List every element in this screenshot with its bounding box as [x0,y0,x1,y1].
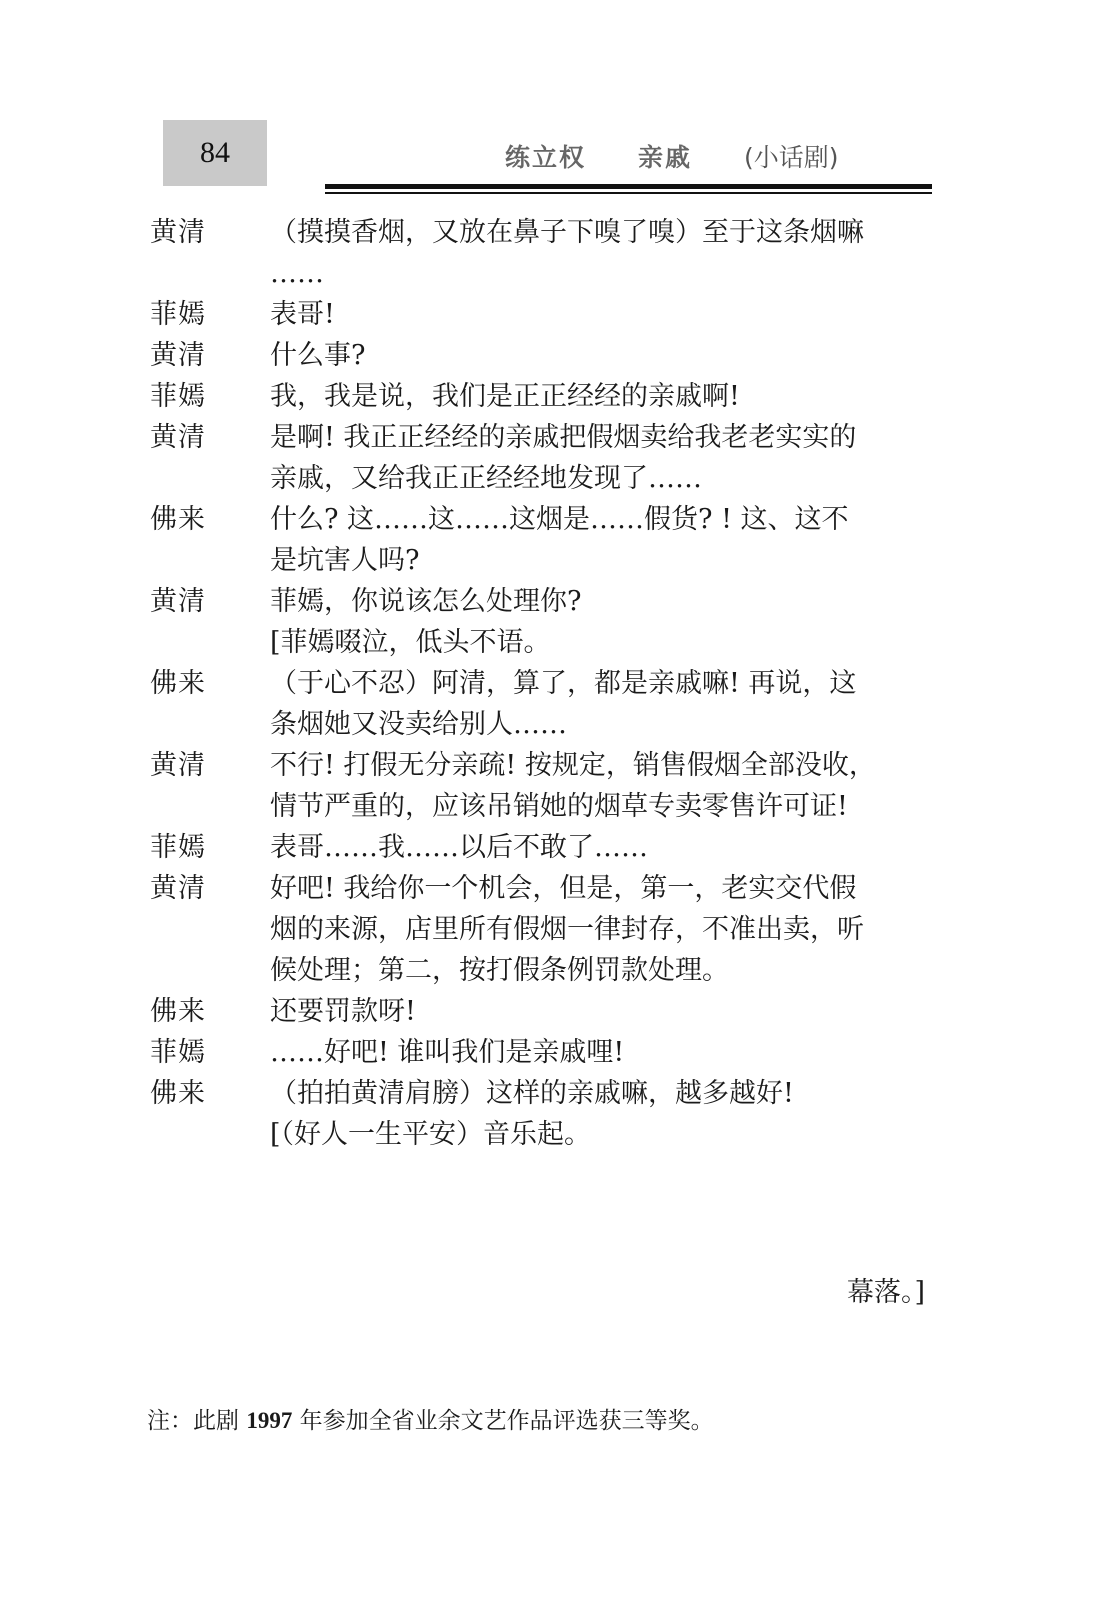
speech [270,499,940,581]
speaker: 黄清 [150,750,206,781]
speaker: 黄清 [150,340,206,371]
running-header [505,138,839,174]
dialogue-line [150,335,940,376]
speech-row: （于心不忍）阿清，算了，都是亲戚嘛! 再说，这 [270,668,857,699]
stage-direction: [（好人一生平安）音乐起。 [270,1119,592,1150]
speech [270,1073,940,1114]
footnote-year: 1997 [246,1408,293,1433]
dialogue-line [150,417,940,499]
speech-row: 我，我是说，我们是正正经经的亲戚啊! [270,381,740,412]
speaker: 黄清 [150,586,206,617]
header-author: 练立权 [505,143,587,172]
speech [270,376,940,417]
speech-row: 亲戚，又给我正正经经地发现了…… [270,463,702,494]
curtain-line: 幕落。] [846,1277,925,1308]
dialogue-line [150,376,940,417]
speech-row: 什么? 这……这……这烟是……假货? ! 这、这不 [270,504,849,535]
speaker: 黄清 [150,873,206,904]
speech [270,663,940,745]
footnote-prefix: 注：此剧 [147,1408,247,1434]
dialogue-line [150,499,940,581]
speech-row: 菲嫣，你说该怎么处理你? [270,586,582,617]
speaker: 佛来 [150,668,206,699]
speaker: 菲嫣 [150,1037,206,1068]
speech [270,212,940,294]
page-number: 84 [163,120,267,186]
speech-row: …… [270,258,324,289]
speaker: 黄清 [150,217,206,248]
speech-row: 是坑害人吗? [270,545,420,576]
dialogue-line [150,212,940,294]
speech [270,991,940,1032]
speech [270,417,940,499]
header-rule-thin [325,192,932,194]
speech [270,1032,940,1073]
speech-row: 条烟她又没卖给别人…… [270,709,567,740]
dialogue-line [150,1032,940,1073]
speech-row: ……好吧! 谁叫我们是亲戚哩! [270,1037,625,1068]
speech-row: 表哥……我……以后不敢了…… [270,832,648,863]
dialogue-line [150,581,940,622]
speech [270,827,940,868]
dialogue-line [150,663,940,745]
footnote [147,1402,714,1435]
speech [270,745,940,827]
speaker: 黄清 [150,422,206,453]
speech [270,335,940,376]
speech-row: 好吧! 我给你一个机会，但是，第一，老实交代假 [270,873,857,904]
speaker: 佛来 [150,996,206,1027]
header-rule-thick [325,184,932,189]
speech-row: 表哥! [270,299,335,330]
speech-row: （摸摸香烟，又放在鼻子下嗅了嗅）至于这条烟嘛 [270,217,864,248]
speech-row: 什么事? [270,340,366,371]
dialogue-line [150,868,940,991]
dialogue-line [150,991,940,1032]
speaker: 菲嫣 [150,299,206,330]
speech-row: 还要罚款呀! [270,996,416,1027]
speech [270,581,940,622]
dialogue-line [150,1073,940,1114]
speech-row: 不行! 打假无分亲疏! 按规定，销售假烟全部没收， [270,750,876,781]
speech-row: 情节严重的，应该吊销她的烟草专卖零售许可证! [270,791,848,822]
header-genre: (小话剧) [744,143,839,172]
dialogue-line [150,827,940,868]
speech-row: 候处理；第二，按打假条例罚款处理。 [270,955,729,986]
footnote-suffix: 年参加全省业余文艺作品评选获三等奖。 [292,1408,714,1434]
speaker: 菲嫣 [150,832,206,863]
speech [270,294,940,335]
speech-row: 是啊! 我正正经经的亲戚把假烟卖给我老老实实的 [270,422,857,453]
stage-direction: [菲嫣啜泣，低头不语。 [270,627,551,658]
speaker: 佛来 [150,1078,206,1109]
speaker: 佛来 [150,504,206,535]
speech [270,868,940,991]
header-title: 亲戚 [638,143,693,172]
script-body [150,212,940,1155]
speaker: 菲嫣 [150,381,206,412]
speech-row: （拍拍黄清肩膀）这样的亲戚嘛，越多越好! [270,1078,794,1109]
speech-row: 烟的来源，店里所有假烟一律封存，不准出卖，听 [270,914,864,945]
dialogue-line [150,745,940,827]
dialogue-line [150,294,940,335]
